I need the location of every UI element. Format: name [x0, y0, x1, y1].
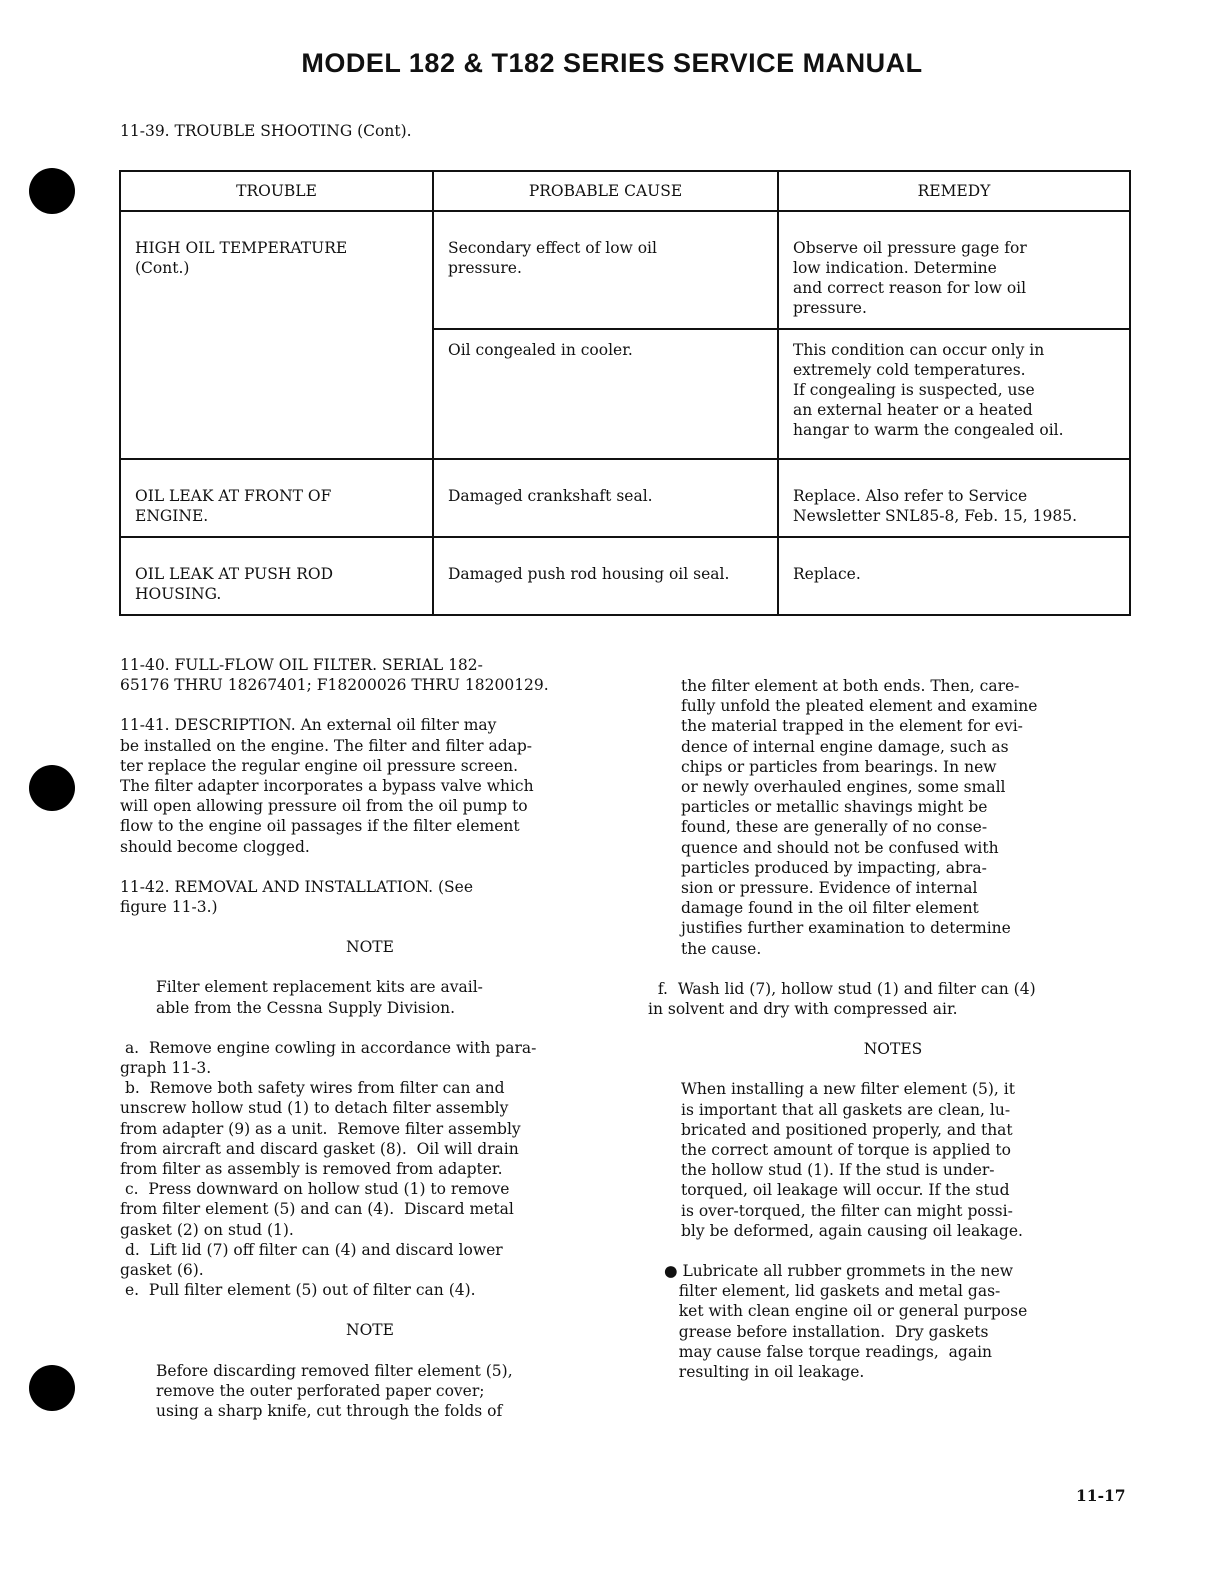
- binder-hole: [29, 168, 75, 214]
- note-text: Before discarding removed filter element (5), remove the outer perforated paper cover; using a sharp knife, cut through the folds of: [156, 1361, 513, 1421]
- header-remedy: REMEDY: [778, 171, 1130, 211]
- trouble-cell: OIL LEAK AT FRONT OF ENGINE.: [120, 459, 433, 537]
- remedy-cell: Observe oil pressure gage for low indication. Determine and correct reason for low oil pressure.: [778, 211, 1130, 329]
- removal-steps: a. Remove engine cowling in accordance with para- graph 11-3. b. Remove both safety wires from filter can and unscrew hollow stud (1) to detach filter assembly from adapter (9) as a unit. Remove filter assembly from aircraft and discard gasket (8). Oil will drain from filter as assembly is removed from adapter. c. Press downward on hollow stud (1) to remove from filter element (5) and can (4). Discard metal gasket (2) on stud (1). d. Lift lid (7) off filter can (4) and discard lower gasket (6). e. Pull filter element (5) out of filter can (4).: [120, 1038, 537, 1300]
- note-text: Filter element replacement kits are avail- able from the Cessna Supply Division.: [156, 978, 483, 1017]
- remedy-cell: Replace. Also refer to Service Newsletter SNL85-8, Feb. 15, 1985.: [778, 459, 1130, 537]
- page-title: MODEL 182 & T182 SERIES SERVICE MANUAL: [301, 48, 923, 78]
- bullet-item: ● Lubricate all rubber grommets in the new filter element, lid gaskets and metal gas- ket with clean engine oil or general purpose grease before installation. Dry gaskets may cause false torque readings, again resulting in oil leakage.: [664, 1262, 1028, 1382]
- left-column: [120, 655, 620, 1421]
- paragraph-11-42: 11-42. REMOVAL AND INSTALLATION. (See figure 11-3.): [120, 877, 474, 917]
- step-f: f. Wash lid (7), hollow stud (1) and filter can (4) in solvent and dry with compressed air.: [648, 979, 1036, 1019]
- remedy-cell: This condition can occur only in extremely cold temperatures. If congealing is suspected, use an external heater or a heated hangar to warm the congealed oil.: [778, 329, 1130, 459]
- binder-hole: [29, 1365, 75, 1411]
- trouble-cell: OIL LEAK AT PUSH ROD HOUSING.: [120, 537, 433, 615]
- notes-heading: NOTES: [863, 1040, 923, 1059]
- right-column: [648, 676, 1138, 1382]
- binder-hole: [29, 765, 75, 811]
- trouble-shooting-table: [119, 170, 1131, 616]
- continuation-text: the filter element at both ends. Then, care- fully unfold the pleated element and examine the material trapped in the element for evi- dence of internal engine damage, such as chips or particles from bearings. In new or newly overhauled engines, some small particles or metallic shavings might be found, these are generally of no conse- quence and should not be confused with particles produced by impacting, abra- sion or pressure. Evidence of internal damage found in the oil filter element justifies further examination to determine the cause.: [681, 677, 1038, 958]
- header-trouble: TROUBLE: [120, 171, 433, 211]
- cause-cell: Secondary effect of low oil pressure.: [433, 211, 778, 329]
- cause-cell: Oil congealed in cooler.: [433, 329, 778, 459]
- note-heading: NOTE: [346, 938, 394, 957]
- notes-text: When installing a new filter element (5), it is important that all gaskets are clean, lu- bricated and positioned properly, and that the correct amount of torque is applied to the hollow stud (1). If the stud is under- torqued, oil leakage will occur. If the stud is over-torqued, the filter can might possi- bly be deformed, again causing oil leakage.: [681, 1080, 1023, 1240]
- page-number: 11-17: [1076, 1486, 1126, 1505]
- paragraph-11-41: 11-41. DESCRIPTION. An external oil filter may be installed on the engine. The filter and filter adap- ter replace the regular engine oil pressure screen. The filter adapter incorporates a bypass valve which will open allowing pressure oil from the oil pump to flow to the engine oil passages if the filter element should become clogged.: [120, 716, 534, 856]
- note-heading: NOTE: [346, 1321, 394, 1340]
- cause-cell: Damaged push rod housing oil seal.: [433, 537, 778, 615]
- header-probable-cause: PROBABLE CAUSE: [433, 171, 778, 211]
- cause-cell: Damaged crankshaft seal.: [433, 459, 778, 537]
- paragraph-11-40: 11-40. FULL-FLOW OIL FILTER. SERIAL 182- 65176 THRU 18267401; F18200026 THRU 18200129.: [120, 656, 549, 695]
- section-heading: 11-39. TROUBLE SHOOTING (Cont).: [120, 122, 412, 140]
- trouble-cell: HIGH OIL TEMPERATURE (Cont.): [120, 211, 433, 459]
- remedy-cell: Replace.: [778, 537, 1130, 615]
